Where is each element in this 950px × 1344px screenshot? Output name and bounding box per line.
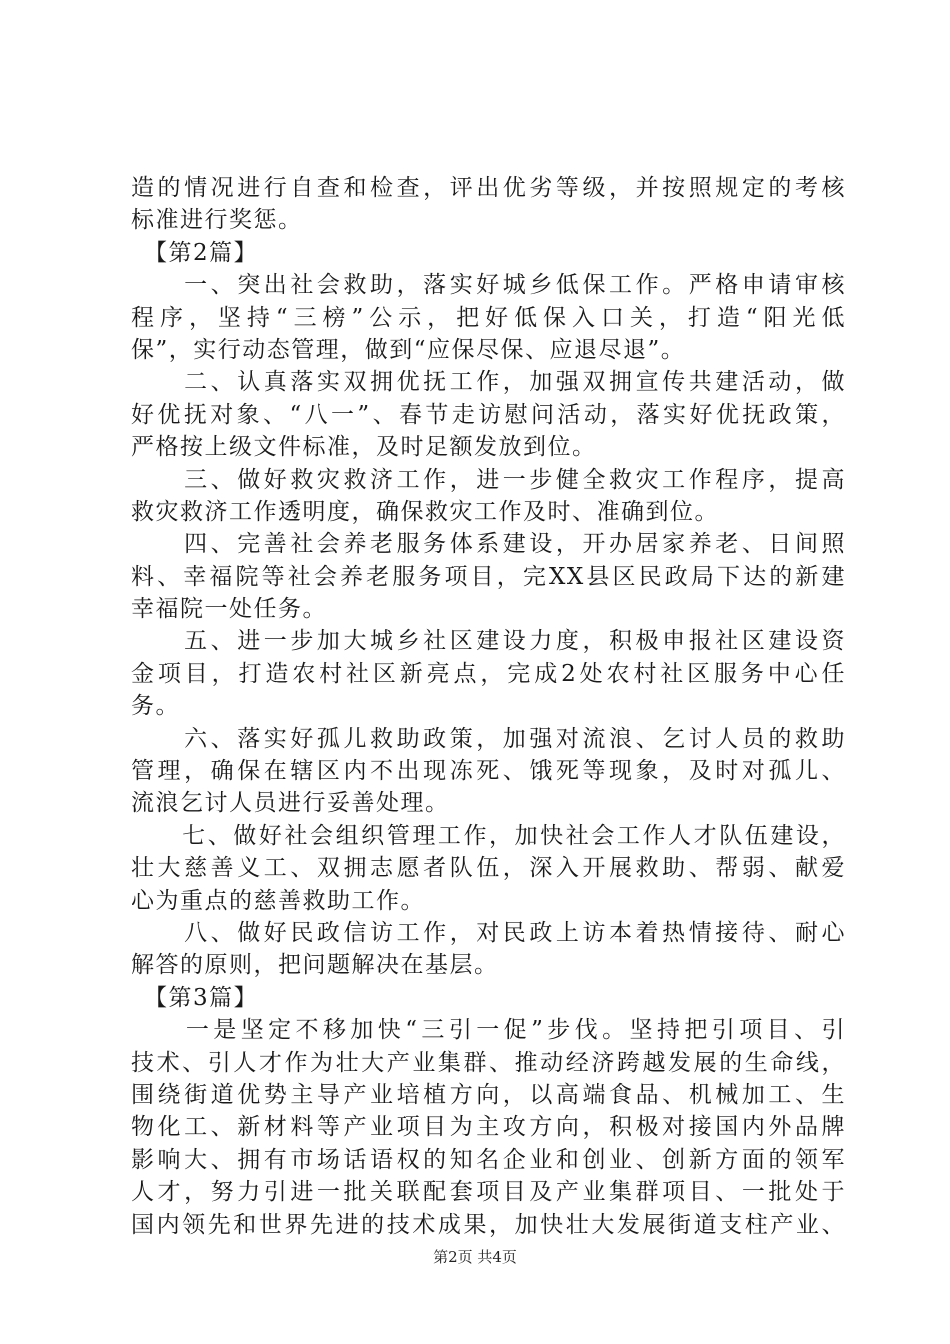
text-line: 金项目，打造农村社区新亮点，完成2处农村社区服务中心任 — [131, 660, 846, 687]
text-line: 国内领先和世界先进的技术成果，加快壮大发展街道支柱产业、 — [131, 1211, 846, 1238]
text-line: 人才，努力引进一批关联配套项目及产业集群项目、一批处于 — [131, 1179, 846, 1206]
text-line: 料、幸福院等社会养老服务项目，完XX县区民政局下达的新建 — [131, 563, 846, 590]
text-line: 四、完善社会养老服务体系建设，开办居家养老、日间照 — [131, 531, 846, 558]
text-line: 六、落实好孤儿救助政策，加强对流浪、乞讨人员的救助 — [131, 725, 846, 752]
text-line: 一、突出社会救助，落实好城乡低保工作。严格申请审核 — [131, 272, 846, 299]
text-line: 好优抚对象、“八一”、春节走访慰问活动，落实好优抚政策， — [131, 401, 846, 428]
text-line: 心为重点的慈善救助工作。 — [131, 887, 425, 914]
text-line: 围绕街道优势主导产业培植方向，以高端食品、机械加工、生 — [131, 1081, 846, 1108]
text-line: 三、做好救灾救济工作，进一步健全救灾工作程序，提高 — [131, 466, 846, 493]
document-body — [131, 172, 846, 1241]
text-line: 务。 — [131, 693, 180, 720]
text-line: 程序，坚持“三榜”公示，把好低保入口关，打造“阳光低 — [131, 304, 846, 331]
text-line: 【第3篇】 — [131, 984, 259, 1011]
text-line: 影响大、拥有市场话语权的知名企业和创业、创新方面的领军 — [131, 1146, 846, 1173]
text-line: 管理，确保在辖区内不出现冻死、饿死等现象，及时对孤儿、 — [131, 758, 846, 785]
text-line: 造的情况进行自查和检查，评出优劣等级，并按照规定的考核 — [131, 175, 846, 201]
text-line: 流浪乞讨人员进行妥善处理。 — [131, 790, 450, 817]
text-line: 幸福院一处任务。 — [131, 596, 327, 623]
text-line: 物化工、新材料等产业项目为主攻方向，积极对接国内外品牌 — [131, 1114, 846, 1141]
text-line: 【第2篇】 — [131, 239, 259, 266]
text-line: 保”，实行动态管理，做到“应保尽保、应退尽退”。 — [131, 336, 686, 363]
text-line: 七、做好社会组织管理工作，加快社会工作人才队伍建设， — [131, 822, 846, 849]
text-line: 解答的原则，把问题解决在基层。 — [131, 952, 499, 979]
page-footer: 第2页 共4页 — [433, 1248, 517, 1266]
text-line: 八、做好民政信访工作，对民政上访本着热情接待、耐心 — [131, 919, 846, 946]
text-line: 救灾救济工作透明度，确保救灾工作及时、准确到位。 — [131, 498, 719, 525]
text-line: 严格按上级文件标准，及时足额发放到位。 — [131, 434, 597, 461]
text-line: 五、进一步加大城乡社区建设力度，积极申报社区建设资 — [131, 628, 846, 655]
text-line: 壮大慈善义工、双拥志愿者队伍，深入开展救助、帮弱、献爱 — [131, 855, 846, 882]
text-line: 一是坚定不移加快“三引一促”步伐。坚持把引项目、引 — [131, 1017, 846, 1044]
text-line: 二、认真落实双拥优抚工作，加强双拥宣传共建活动，做 — [131, 369, 846, 396]
text-line: 标准进行奖惩。 — [131, 207, 303, 234]
text-line: 技术、引人才作为壮大产业集群、推动经济跨越发展的生命线， — [131, 1049, 846, 1076]
